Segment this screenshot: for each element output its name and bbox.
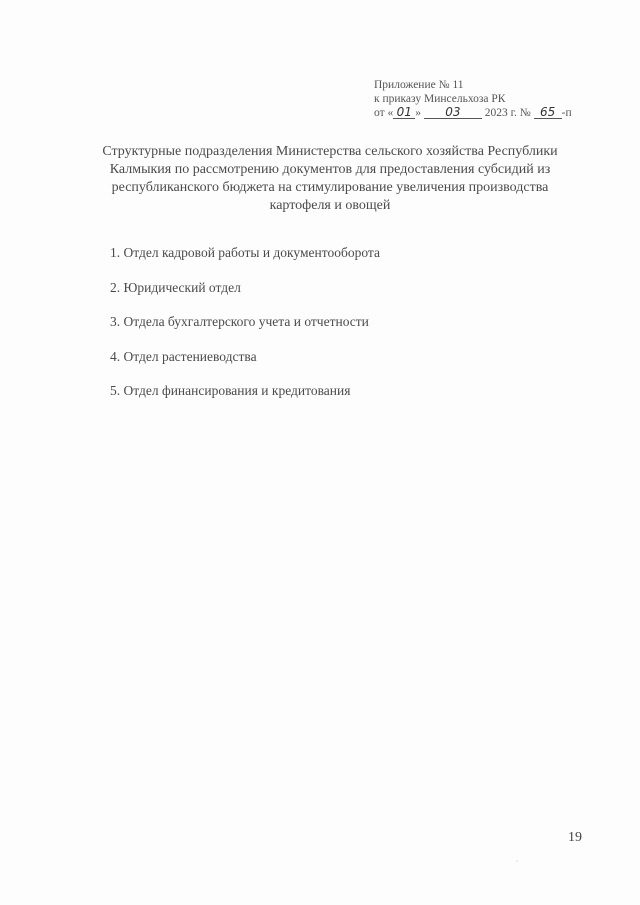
page-number: 19 [568, 830, 582, 845]
attachment-label: Приложение № 11 [374, 79, 464, 91]
date-close-quote: » [415, 107, 421, 119]
attachment-header [374, 78, 614, 120]
department-item: 5. Отдел финансирования и кредитования [110, 383, 351, 398]
department-item: 4. Отдел растениеводства [110, 348, 257, 364]
handwritten-month: 03 [424, 106, 482, 119]
order-reference: к приказу Минсельхоза РК [374, 93, 506, 105]
department-list [110, 244, 590, 417]
title-line: картофеля и овощей [269, 198, 391, 213]
title-line: республиканского бюджета на стимулирование увеличения производства [111, 180, 549, 195]
handwritten-day: 01 [393, 106, 415, 119]
handwritten-order-number: 65 [534, 106, 562, 119]
order-date-line [374, 106, 614, 120]
date-prefix: от « [374, 107, 394, 119]
department-item: 3. Отдела бухгалтерского учета и отчетности [110, 314, 369, 329]
department-item: 2. Юридический отдел [110, 279, 241, 295]
title-line: Структурные подразделения Министерства сельского хозяйства Республики [102, 144, 558, 159]
scan-speck [516, 860, 518, 862]
order-number-suffix: -п [561, 107, 572, 119]
title-line: Калмыкия по рассмотрению документов для предоставления субсидий из [109, 162, 551, 177]
department-item: 1. Отдел кадровой работы и документооборота [110, 245, 380, 260]
year-text: 2023 г. № [484, 107, 531, 119]
document-title [80, 143, 580, 215]
